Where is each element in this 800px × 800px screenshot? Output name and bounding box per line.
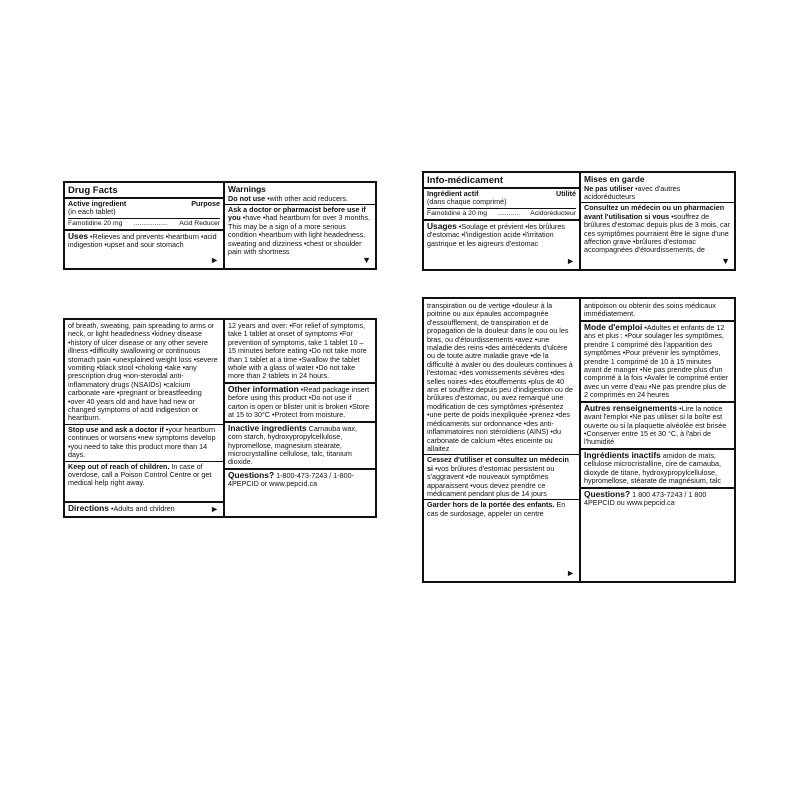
ne-pas-utiliser-text: •avec d'autres acidoréducteurs — [584, 183, 681, 201]
ingredient-purpose-fr: Acidoréducteur — [530, 209, 576, 217]
fr-top-left-column — [424, 173, 579, 269]
questions-heading-fr: Questions? — [584, 488, 631, 499]
mises-en-garde-title: Mises en garde — [584, 174, 645, 184]
autres-renseignements-text: •Lire la notice avant l'emploi •Ne pas utiliser si la boîte est ouverte ou si la plaquette alvéolée est brisée •Conserver entre 15 et 30 °C, à l'abri de l'humidité — [584, 403, 727, 447]
continue-arrow-icon: ► — [566, 256, 575, 266]
other-information-heading: Other information — [228, 383, 299, 394]
directions-text: •Adults and children — [110, 504, 175, 513]
uses-text: •Relieves and prevents •heartburn •acid indigestion •upset and sour stomach — [68, 231, 217, 250]
fr-info-medicament-panel — [422, 171, 736, 271]
ask-doctor-text: •have •had heartburn for over 3 months. This may be a sign of a more serious condition •heartburn with light headedness, sweating and dizziness •chest or shoulder pain with shortness — [228, 213, 371, 257]
do-not-use-label: Do not use — [228, 193, 266, 203]
active-ingredient-label: Active ingredient — [68, 199, 127, 208]
en-drug-facts-panel — [63, 181, 377, 270]
warnings-title: Warnings — [228, 184, 266, 194]
en-bottom-right-column — [225, 320, 375, 516]
continue-arrow-icon: ► — [566, 568, 575, 578]
fr-info-medicament-continued-panel — [422, 297, 736, 583]
consultez-label: Consultez un médecin ou un pharmacien avant l'utilisation si vous — [584, 203, 725, 221]
warnings-continued-text: of breath, sweating, pain spreading to arms or neck, or light headedness •kidney disease •history of ulcer disease or any other severe illness •difficulty swallowing or continuous stomach pain •unexplained weight loss •severe vomiting •black stool •choking •take •any prescription drug •non-steroidal anti-inflammatory drugs (NSAIDs) •calcium carbonate •are •pregnant or breastfeeding •over 40 years old and have had new or changed symptoms of acid indigestion or heartburn. — [68, 321, 218, 423]
continue-down-arrow-icon: ▼ — [362, 255, 371, 265]
ingredient-dots: .................. — [133, 219, 168, 227]
info-medicament-title: Info-médicament — [427, 175, 504, 186]
drug-facts-title: Drug Facts — [68, 185, 118, 196]
other-information-text: •Read package insert before using this product •Do not use if carton is open or blister unit is broken •Store at 15 to 30°C •Protect from moisture. — [228, 384, 370, 420]
inactive-ingredients-text: Carnauba wax, corn starch, hydroxypropylcellulose, hypromellose, magnesium stearate, microcrystalline cellulose, talc, titanium dioxide. — [228, 423, 357, 467]
questions-text-fr: 1 800 473-7243 / 1 800 4PEPCID ou www.pepcid.ca — [584, 489, 707, 508]
directions-heading: Directions — [68, 503, 109, 513]
en-top-left-column — [65, 183, 223, 268]
mises-en-garde-continued-text: transpiration ou de vertige •douleur à la poitrine ou aux épaules accompagnée d'essoufflement, de transpiration et de propagation de la douleur dans le cou ou les bras, ou d'étourdissements •avez •une maladie des reins •des antécédents d'ulcère ou de toute autre maladie grave •de la difficulté à avaler ou des douleurs continues à l'estomac •des vomissements sévères •des selles noires •des étouffements •plus de 40 ans et souffrez depuis peu d'indigestion ou de brûlures d'estomac, ou avez remarqué une modification de ces symptômes •présentez •une perte de poids inexpliquée •prenez •des médicaments sur ordonnance •des anti-inflammatoires non stéroïdiens (AINS) •du carbonate de calcium •êtes enceinte ou allaitez — [427, 301, 573, 453]
questions-text: 1-800-473-7243 / 1-800-4PEPCID or www.pepcid.ca — [228, 470, 354, 489]
mode-emploi-text: •Adultes et enfants de 12 ans et plus : •Pour soulager les symptômes, prendre 1 comprimé dès l'apparition des symptômes •Pour prévenir les symptômes, prendre 1 comprimé de 10 à 15 minutes avant de manger •Ne pas prendre plus d'un comprimé à la fois •Avaler le comprimé entier avec un verre d'eau •Ne pas prendre plus de 2 comprimés en 24 heures — [584, 322, 729, 400]
garder-hors-label: Garder hors de la portée des enfants. — [427, 500, 555, 510]
cessez-label: Cessez d'utiliser et consultez un médecin si — [427, 455, 569, 473]
en-drug-facts-continued-panel — [63, 318, 377, 518]
stop-use-text: •your heartburn continues or worsens •new symptoms develop •you need to take this product more than 14 days. — [68, 424, 216, 460]
do-not-use-text: •with other acid reducers. — [267, 193, 348, 203]
mode-emploi-heading: Mode d'emploi — [584, 321, 643, 332]
purpose-label: Purpose — [191, 199, 220, 208]
ingredient-dots-fr: ............ — [497, 209, 521, 217]
stop-use-label: Stop use and ask a doctor if — [68, 424, 164, 434]
continue-down-arrow-icon: ▼ — [721, 256, 730, 266]
ingredient-actif-label: Ingrédient actif — [427, 189, 479, 198]
usages-heading: Usages — [427, 220, 457, 231]
directions-continued-text: 12 years and over: •For relief of symptoms, take 1 tablet at onset of symptoms •For prevention of symptoms, take 1 tablet 10 – 15 minutes before eating •Do not take more than 1 tablet at a time •Swallow the tablet whole with a glass of water •Do not take more than 2 tablets in 24 hours. — [228, 321, 367, 381]
garder-hors-text: En cas de surdosage, appeler un centre — [427, 500, 566, 518]
consultez-text: •souffrez de brûlures d'estomac depuis plus de 3 mois, car ces symptômes pourraient être le signe d'une affection grave •brûlures d'estomac accompagnées d'étourdissements, de — [584, 211, 730, 255]
utilite-label: Utilité — [556, 189, 576, 198]
per-tablet-note: (in each tablet) — [68, 207, 116, 217]
en-bottom-left-column — [65, 320, 223, 516]
ingredient-name: Famotidine 20 mg — [68, 219, 123, 227]
uses-heading: Uses — [68, 230, 89, 241]
continue-arrow-icon: ► — [210, 255, 219, 265]
fr-bottom-left-column — [424, 299, 579, 581]
ask-doctor-label: Ask a doctor or pharmacist before use if you — [228, 205, 366, 223]
cessez-text: •vos brûlures d'estomac persistent ou s'aggravent •de nouveaux symptômes apparaissent •vous devez prendre ce médicament pendant plus de 14 jours — [427, 463, 555, 498]
keep-out-reach-label: Keep out of reach of children. — [68, 461, 170, 471]
ne-pas-utiliser-label: Ne pas utiliser — [584, 183, 634, 193]
ingredients-inactifs-heading: Ingrédients inactifs — [584, 449, 661, 460]
en-top-right-column — [225, 183, 375, 268]
inactive-ingredients-heading: Inactive ingredients — [228, 422, 307, 433]
ingredient-purpose: Acid Reducer — [179, 219, 220, 227]
keep-out-reach-text: In case of overdose, call a Poison Control Centre or get medical help right away. — [68, 461, 212, 488]
per-tablet-note-fr: (dans chaque comprimé) — [427, 197, 507, 207]
fr-top-right-column — [581, 173, 734, 269]
questions-heading: Questions? — [228, 469, 275, 480]
ingredients-inactifs-text: amidon de maïs, cellulose microcristalline, cire de carnauba, dioxyde de titane, hydroxypropylcellulose, hypromellose, stéarate de magnésium, talc — [584, 450, 722, 486]
autres-renseignements-heading: Autres renseignements — [584, 402, 678, 413]
continue-arrow-icon: ► — [210, 504, 219, 514]
garder-hors-continued-text: antipoison ou obtenir des soins médicaux immédiatement. — [584, 301, 716, 319]
usages-text: •Soulage et prévient •les brûlures d'estomac •l'indigestion acide •l'irritation gastrique et les aigreurs d'estomac — [427, 221, 565, 248]
fr-bottom-right-column — [581, 299, 734, 581]
ingredient-name-fr: Famotidine à 20 mg — [427, 209, 488, 217]
